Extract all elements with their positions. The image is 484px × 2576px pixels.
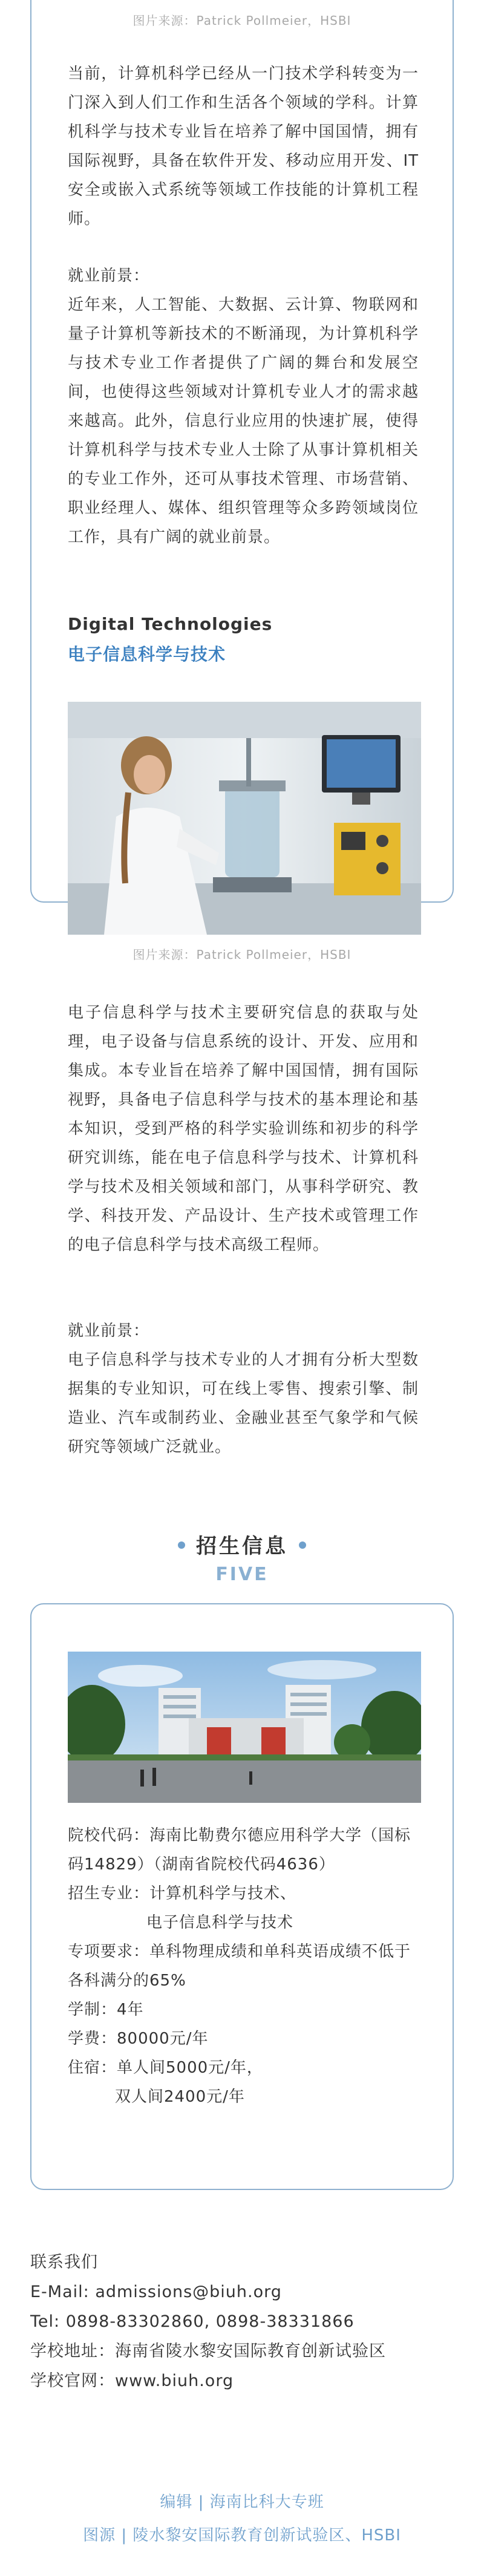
tuition: 学费：80000元/年 bbox=[68, 2030, 209, 2048]
section-heading-cn: 电子信息科学与技术 bbox=[68, 644, 226, 664]
housing-line-2: 双人间2400元/年 bbox=[115, 2088, 245, 2106]
cs-intro-text: 当前，计算机科学已经从一门技术学科转变为一门深入到人们工作和生活各个领域的学科。计算机科学与技术专业旨在培养了解中国国情，拥有国际视野，具备在软件开发、移动应用开发、IT安全或嵌入式系统等领域工作技能的计算机工程师。 bbox=[68, 65, 419, 228]
duration: 学制：4年 bbox=[68, 2001, 144, 2019]
campus-photo bbox=[68, 1652, 421, 1803]
ee-intro-text: 电子信息科学与技术主要研究信息的获取与处理，电子设备与信息系统的设计、开发、应用和集成。本专业旨在培养了解中国国情，拥有国际视野，具备电子信息科学与技术的基本理论和基本知识，受到严格的科学实验训练和初步的科学研究训练，能在电子信息科学与技术、计算机科学与技术及相关领域和部门，从事科学研究、教学、科技开发、产品设计、生产技术或管理工作的电子信息科学与技术高级工程师。 bbox=[68, 1004, 419, 1254]
contact-website[interactable]: 学校官网：www.biuh.org bbox=[30, 2372, 234, 2390]
ee-career-label: 就业前景： bbox=[68, 1322, 150, 1340]
bullet-dot-icon bbox=[178, 1541, 185, 1549]
special-requirement: 专项要求：单科物理成绩和单科英语成绩不低于各科满分的65% bbox=[68, 1943, 411, 1990]
cs-career-label: 就业前景： bbox=[68, 267, 150, 285]
footer-editor: 编辑 | 海南比科大专班 bbox=[160, 2493, 324, 2511]
cs-career-text: 近年来，人工智能、大数据、云计算、物联网和量子计算机等新技术的不断涌现，为计算机科学与技术专业工作者提供了广阔的舞台和发展空间，也使得这些领域对计算机专业人才的需求越来越高。此外，信息行业应用的快速扩展，使得计算机科学与技术专业人士除了从事计算机相关的专业工作外，还可从事技术管理、市场营销、职业经理人、媒体、组织管理等众多跨领域岗位工作，具有广阔的就业前景。 bbox=[68, 296, 419, 546]
major-line-1: 招生专业：计算机科学与技术、 bbox=[68, 1885, 297, 1903]
housing-line-1: 住宿：单人间5000元/年， bbox=[68, 2059, 263, 2077]
contact-label: 联系我们 bbox=[30, 2253, 98, 2272]
contact-address: 学校地址：海南省陵水黎安国际教育创新试验区 bbox=[30, 2342, 386, 2361]
photo-credit: 图片来源：Patrick Pollmeier，HSBI bbox=[132, 13, 352, 28]
section-heading-en: Digital Technologies bbox=[68, 614, 273, 634]
lab-photo bbox=[68, 702, 421, 935]
bullet-dot-icon bbox=[299, 1541, 306, 1549]
contact-block bbox=[30, 2247, 386, 2396]
admission-info bbox=[68, 1821, 421, 2111]
footer-image-source: 图源 | 陵水黎安国际教育创新试验区、HSBI bbox=[83, 2526, 401, 2545]
photo-credit: 图片来源：Patrick Pollmeier，HSBI bbox=[132, 947, 352, 962]
ee-career-text: 电子信息科学与技术专业的人才拥有分析大型数据集的专业知识，可在线上零售、搜索引擎、制造业、汽车或制药业、金融业甚至气象学和气候研究等领域广泛就业。 bbox=[68, 1351, 419, 1456]
contact-tel[interactable]: Tel: 0898-83302860, 0898-38331866 bbox=[30, 2312, 355, 2331]
school-code: 院校代码：海南比勒费尔德应用科学大学（国标码14829）（湖南省院校代码4636） bbox=[68, 1826, 411, 1874]
section-subtitle: FIVE bbox=[215, 1564, 269, 1585]
major-line-2: 电子信息科学与技术 bbox=[146, 1914, 294, 1932]
section-title: 招生信息 bbox=[0, 1529, 484, 1559]
contact-email[interactable]: E-Mail: admissions@biuh.org bbox=[30, 2283, 282, 2301]
